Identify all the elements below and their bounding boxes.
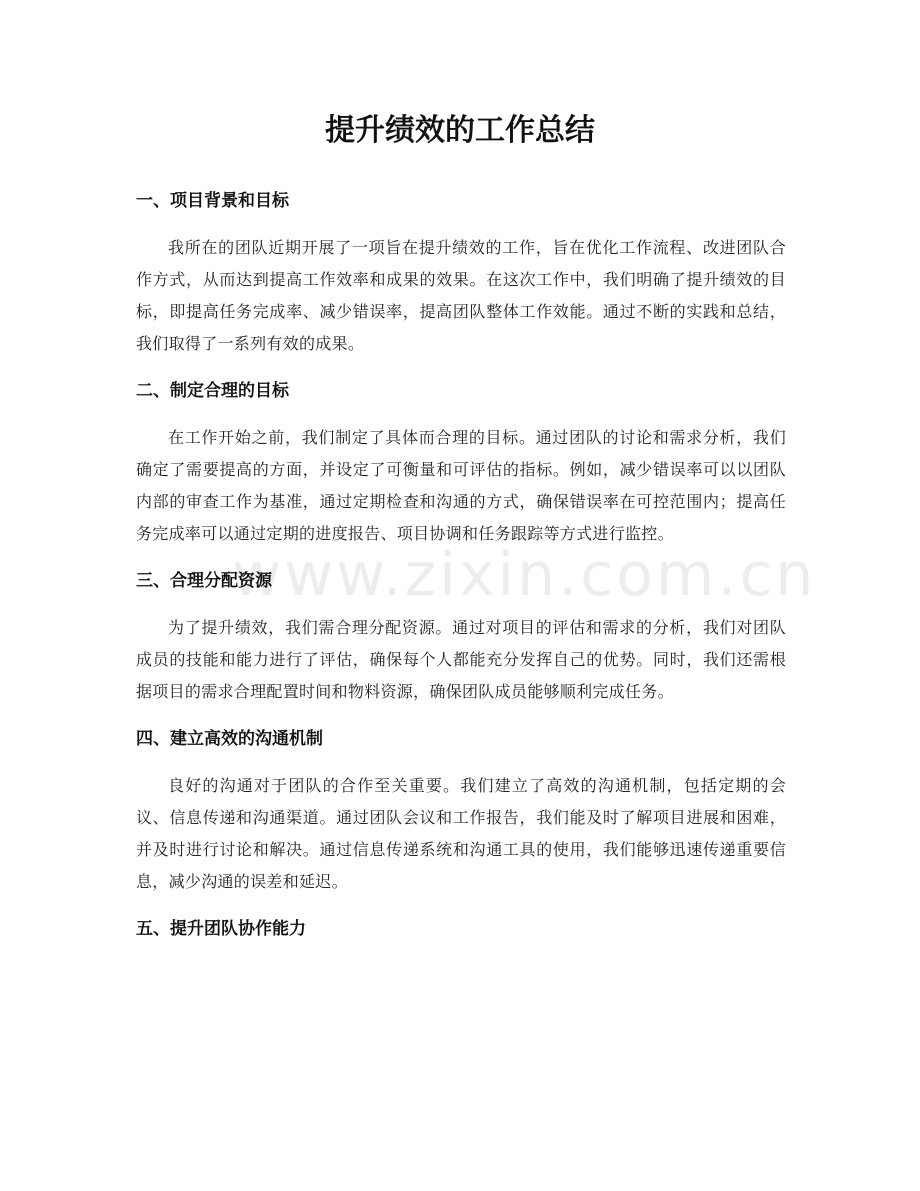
section-paragraph: 良好的沟通对于团队的合作至关重要。我们建立了高效的沟通机制，包括定期的会议、信息传递和沟通渠道。通过团队会议和工作报告，我们能及时了解项目进展和困难，并及时进行讨论和解决。通过信息传递系统和沟通工具的使用，我们能够迅速传递重要信息，减少沟通的误差和延迟。 (136, 776, 786, 891)
section-background (136, 185, 786, 360)
section-collaboration (136, 913, 786, 945)
section-paragraph: 为了提升绩效，我们需合理分配资源。通过对项目的评估和需求的分析，我们对团队成员的技能和能力进行了评估，确保每个人都能充分发挥自己的优势。同时，我们还需根据项目的需求合理配置时间和物料资源，确保团队成员能够顺利完成任务。 (136, 618, 786, 701)
document-title: 提升绩效的工作总结 (325, 113, 595, 148)
section-resources (136, 565, 786, 708)
section-heading: 五、提升团队协作能力 (136, 919, 306, 939)
watermark: www.zixin.com.cn (232, 540, 817, 610)
section-paragraph: 在工作开始之前，我们制定了具体而合理的目标。通过团队的讨论和需求分析，我们确定了需要提高的方面，并设定了可衡量和可评估的指标。例如，减少错误率可以以团队内部的审查工作为基准，通过定期检查和沟通的方式，确保错误率在可控范围内；提高任务完成率可以通过定期的进度报告、项目协调和任务跟踪等方式进行监控。 (136, 428, 786, 543)
section-heading: 一、项目背景和目标 (136, 191, 289, 211)
section-communication (136, 723, 786, 898)
section-goals (136, 375, 786, 550)
section-heading: 三、合理分配资源 (136, 571, 272, 591)
section-paragraph: 我所在的团队近期开展了一项旨在提升绩效的工作，旨在优化工作流程、改进团队合作方式，从而达到提高工作效率和成果的效果。在这次工作中，我们明确了提升绩效的目标，即提高任务完成率、减少错误率，提高团队整体工作效能。通过不断的实践和总结，我们取得了一系列有效的成果。 (136, 238, 786, 353)
section-heading: 四、建立高效的沟通机制 (136, 729, 323, 749)
document-content (136, 185, 786, 960)
section-heading: 二、制定合理的目标 (136, 381, 289, 401)
